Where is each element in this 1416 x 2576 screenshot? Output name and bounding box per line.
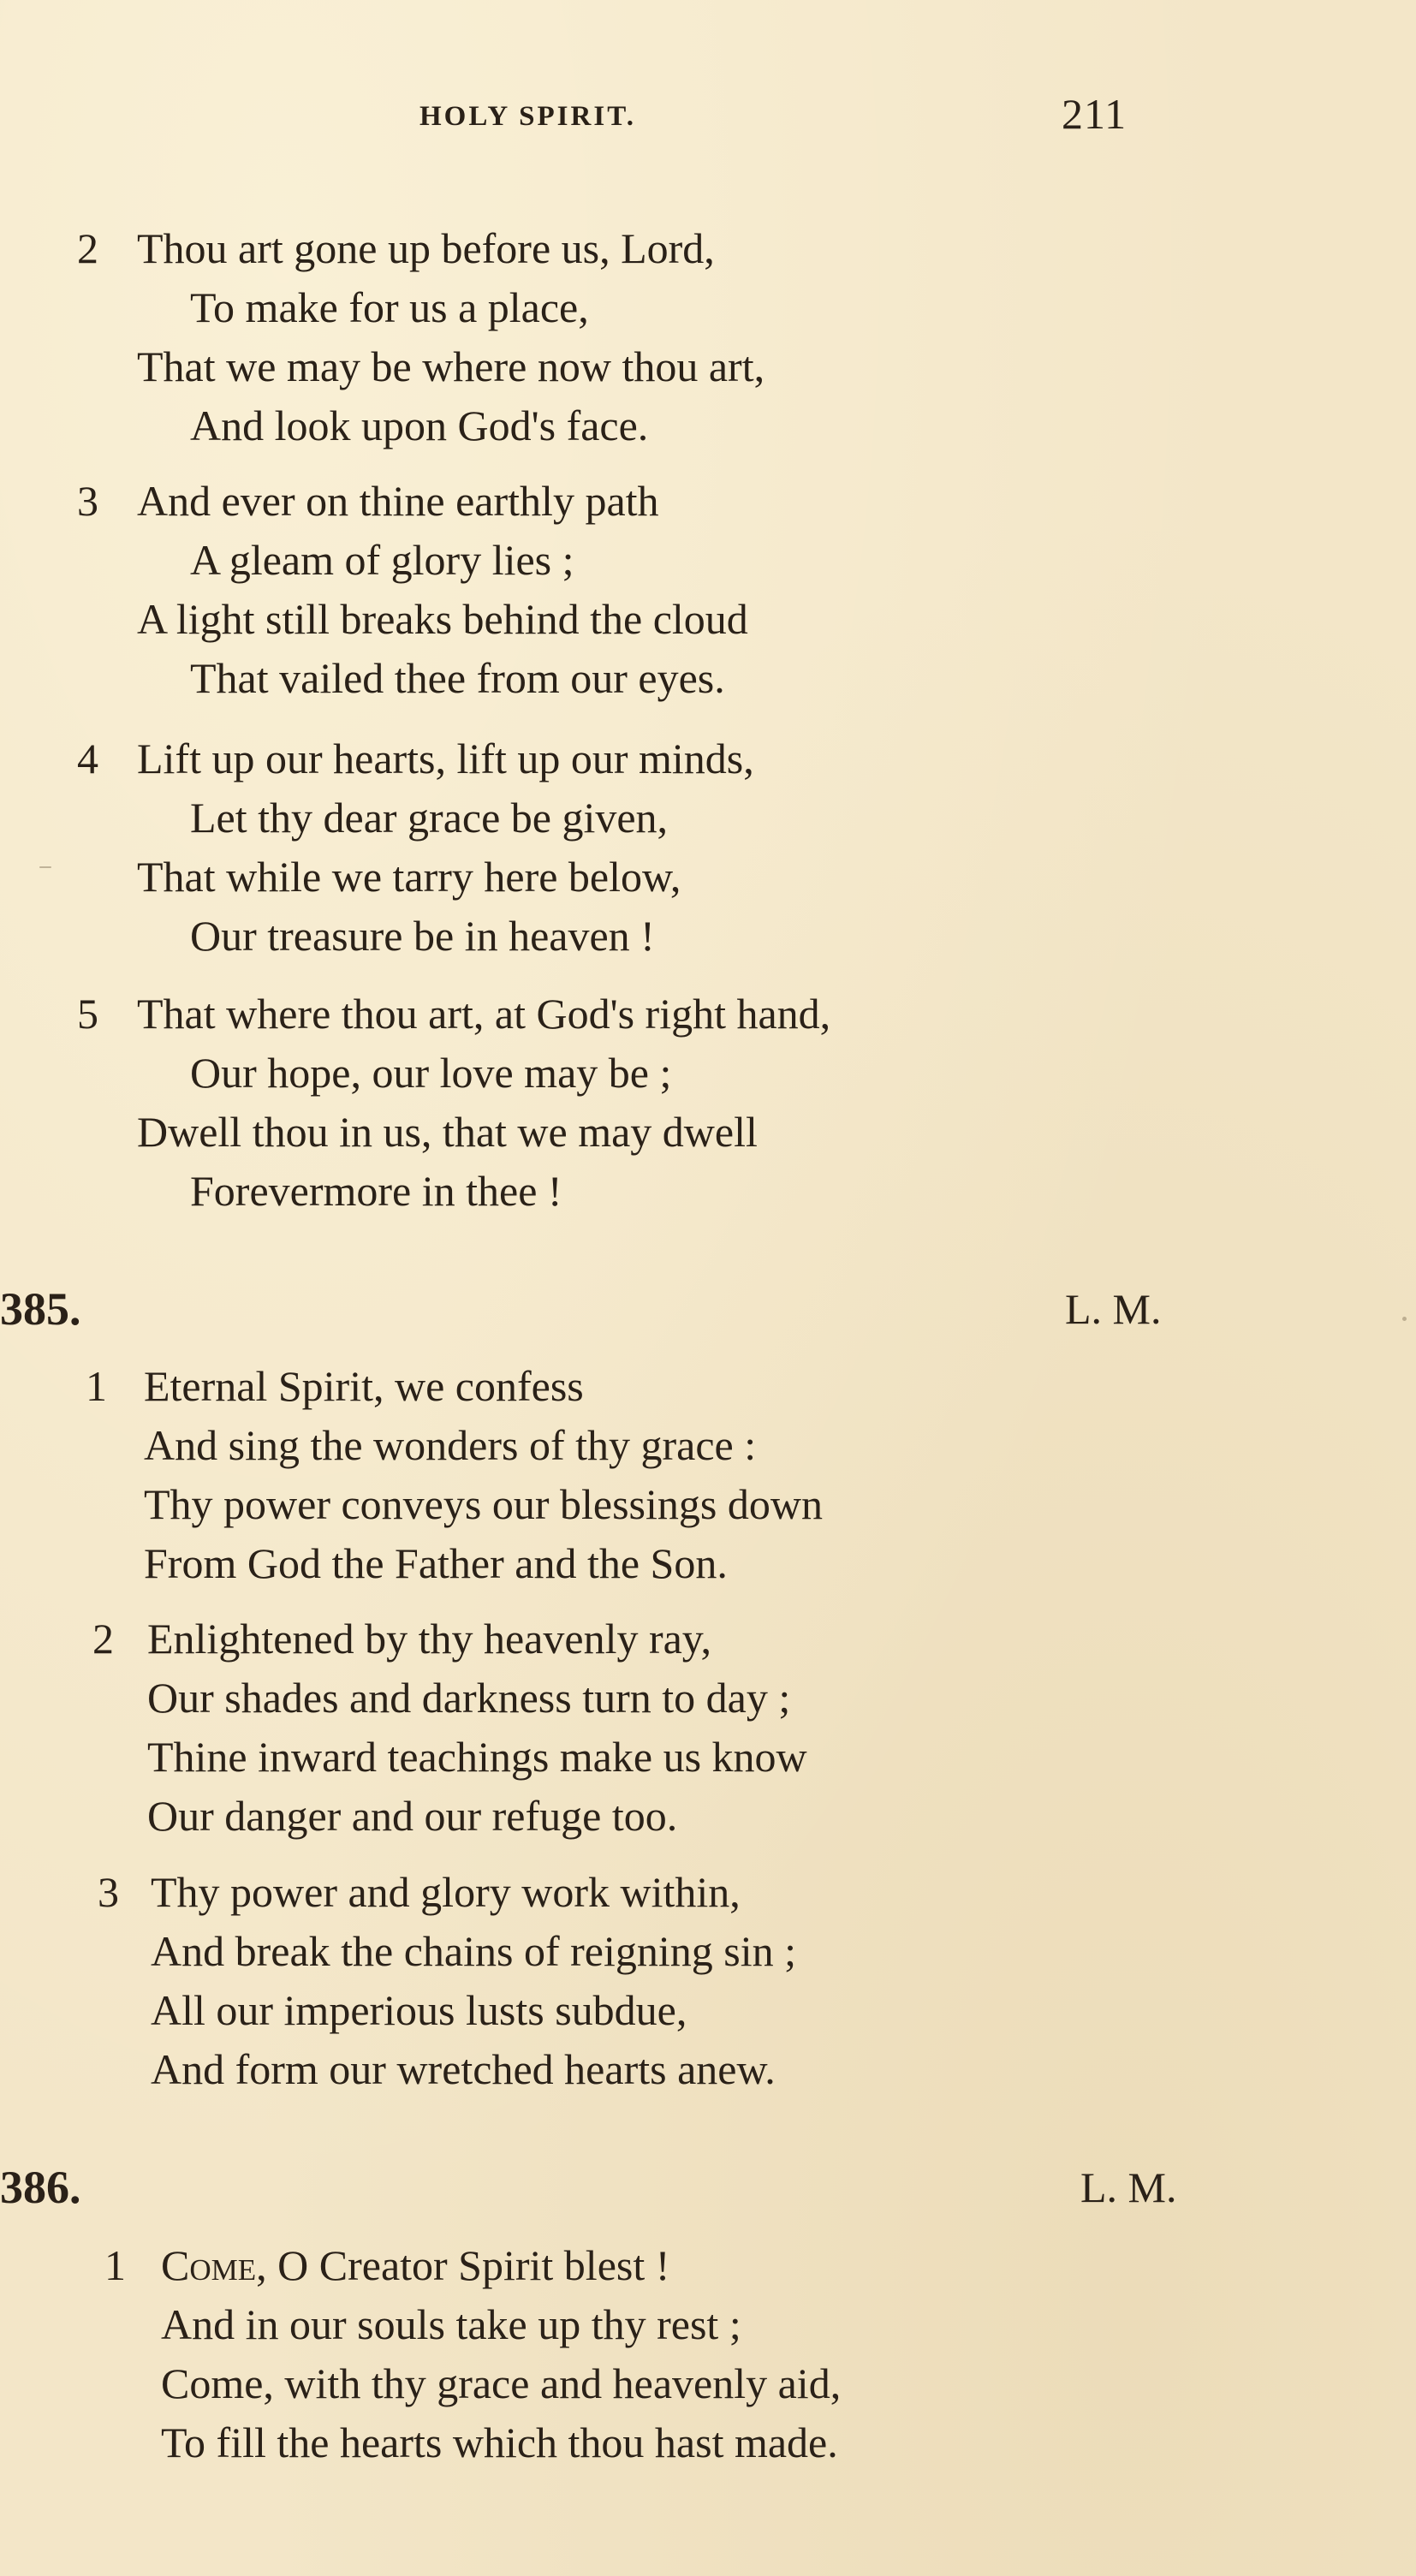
verse-line: And look upon God's face. xyxy=(190,402,649,449)
verse-line: All our imperious lusts subdue, xyxy=(151,1986,687,2034)
verse-line: That while we tarry here below, xyxy=(137,853,681,901)
verse-line: And sing the wonders of thy grace : xyxy=(144,1421,757,1469)
verse-line: Our shades and darkness turn to day ; xyxy=(147,1674,791,1722)
hymn-386-verse-1 xyxy=(104,2236,842,2472)
print-speck xyxy=(1402,1317,1407,1321)
print-speck xyxy=(39,866,51,868)
verse-line xyxy=(161,2236,841,2295)
verse-line: A gleam of glory lies ; xyxy=(190,536,574,584)
hymn-386-meter: L. M. xyxy=(1080,2163,1177,2211)
verse-line: And break the chains of reigning sin ; xyxy=(151,1927,796,1975)
continued-verse-2 xyxy=(77,219,765,455)
continued-verse-5 xyxy=(77,985,831,1221)
verse-line: That we may be where now thou art, xyxy=(137,342,765,390)
verse-number: 1 xyxy=(86,1362,107,1410)
verse-number: 3 xyxy=(77,477,98,525)
continued-verse-3 xyxy=(77,472,748,708)
verse-line: That vailed thee from our eyes. xyxy=(190,654,725,702)
verse-line: Lift up our hearts, lift up our minds, xyxy=(137,735,754,782)
verse-line: Thy power and glory work within, xyxy=(151,1868,741,1916)
verse-line: And ever on thine earthly path xyxy=(137,477,659,525)
verse-line: That where thou art, at God's right hand, xyxy=(137,990,831,1038)
verse-line: To make for us a place, xyxy=(190,283,589,331)
verse-line: Forevermore in thee ! xyxy=(190,1167,562,1215)
verse-line: From God the Father and the Son. xyxy=(144,1539,728,1587)
hymn-385-verse-1 xyxy=(86,1357,823,1593)
verse-first-word: Come, xyxy=(161,2241,267,2289)
verse-line: Thy power conveys our blessings down xyxy=(144,1480,823,1528)
hymn-385-verse-2 xyxy=(92,1609,807,1846)
hymn-386-number: 386. xyxy=(0,2162,81,2213)
verse-number: 2 xyxy=(92,1615,114,1663)
verse-number: 4 xyxy=(77,735,98,782)
hymn-385-number: 385. xyxy=(0,1283,81,1335)
verse-line: Let thy dear grace be given, xyxy=(190,794,669,842)
verse-line: To fill the hearts which thou hast made. xyxy=(161,2418,838,2466)
verse-line: A light still breaks behind the cloud xyxy=(137,595,748,643)
verse-line: Our hope, our love may be ; xyxy=(190,1049,672,1097)
verse-line: Dwell thou in us, that we may dwell xyxy=(137,1108,758,1156)
verse-line: Our danger and our refuge too. xyxy=(147,1792,678,1840)
verse-line: And in our souls take up thy rest ; xyxy=(161,2300,741,2348)
continued-verse-4 xyxy=(77,729,754,966)
verse-line: Enlightened by thy heavenly ray, xyxy=(147,1615,712,1663)
hymn-385-meter: L. M. xyxy=(1065,1285,1162,1333)
verse-line: And form our wretched hearts anew. xyxy=(151,2045,776,2093)
verse-line: Our treasure be in heaven ! xyxy=(190,912,655,960)
verse-number: 3 xyxy=(98,1868,119,1916)
verse-line: Eternal Spirit, we confess xyxy=(144,1362,584,1410)
verse-line: Thine inward teachings make us know xyxy=(147,1733,807,1781)
page-number: 211 xyxy=(1062,90,1127,138)
verse-number: 1 xyxy=(104,2241,126,2289)
verse-first-line-rest: O Creator Spirit blest ! xyxy=(266,2241,670,2289)
verse-line: Come, with thy grace and heavenly aid, xyxy=(161,2359,842,2407)
verse-number: 2 xyxy=(77,224,98,272)
running-title: HOLY SPIRIT. xyxy=(419,101,637,132)
hymn-385-verse-3 xyxy=(98,1863,796,2099)
verse-line: Thou art gone up before us, Lord, xyxy=(137,224,715,272)
verse-number: 5 xyxy=(77,990,98,1038)
